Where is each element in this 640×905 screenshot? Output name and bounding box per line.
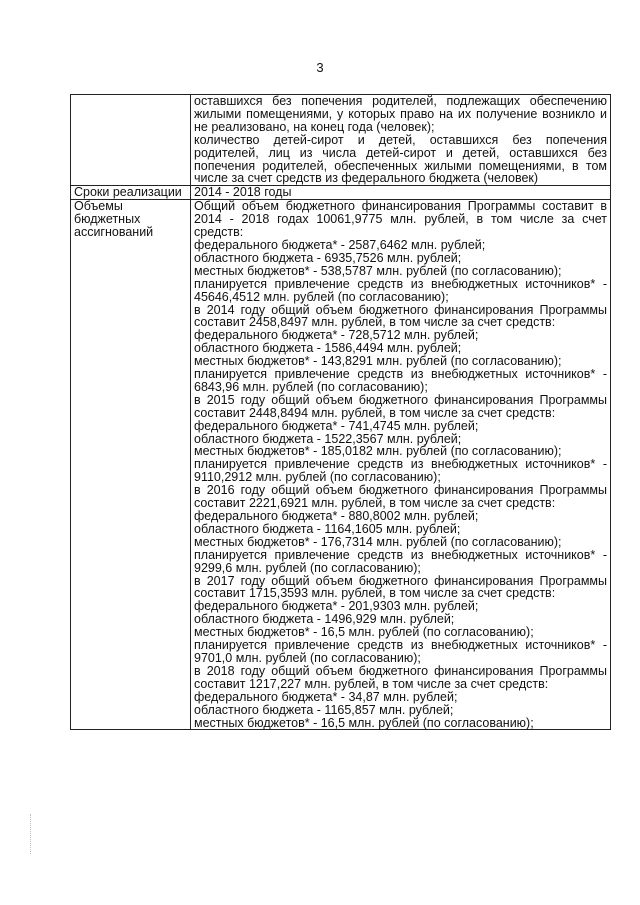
paragraph-line: планируется привлечение средств из внебюджетных источников* - 6843,96 млн. рублей (по согласованию); bbox=[194, 367, 607, 394]
paragraph-line: местных бюджетов* - 16,5 млн. рублей (по согласованию); bbox=[194, 625, 534, 640]
paragraph-line: планируется привлечение средств из внебюджетных источников* - 9299,6 млн. рублей (по согласованию); bbox=[194, 547, 607, 575]
paragraph-line: федерального бюджета* - 880,8002 млн. рублей; bbox=[194, 509, 479, 523]
row-label-budget: Объемы бюджетных ассигнований bbox=[71, 200, 191, 730]
paragraph-line: местных бюджетов* - 16,5 млн. рублей (по согласованию); bbox=[194, 715, 534, 730]
paragraph-line: местных бюджетов* - 185,0182 млн. рублей (по согласованию); bbox=[194, 444, 562, 459]
paragraph-line: федерального бюджета* - 741,4745 млн. рублей; bbox=[194, 418, 479, 433]
row-content-indicators bbox=[191, 95, 611, 186]
paragraph-line: областного бюджета - 1165,857 млн. рублей; bbox=[194, 702, 454, 717]
paragraph-line: планируется привлечение средств из внебюджетных источников* - 9701,0 млн. рублей (по согласованию); bbox=[194, 638, 607, 665]
paragraph-line: областного бюджета - 1522,3567 млн. рублей; bbox=[194, 431, 462, 446]
paragraph-line: областного бюджета - 1586,4494 млн. рублей; bbox=[194, 341, 462, 356]
paragraph-line: федерального бюджета* - 34,87 млн. рублей; bbox=[194, 689, 458, 704]
table-row-period bbox=[71, 186, 611, 200]
paragraph-line: федерального бюджета* - 2587,6462 млн. рублей; bbox=[194, 237, 486, 252]
page-number: 3 bbox=[316, 60, 324, 75]
scan-edge-mark bbox=[30, 814, 33, 854]
paragraph-line: в 2018 году общий объем бюджетного финансирования Программы составит 1217,227 млн. рублей, в том числе за счет средств: bbox=[194, 663, 607, 691]
paragraph-line: областного бюджета - 1496,929 млн. рублей; bbox=[194, 612, 455, 627]
budget-lines bbox=[194, 200, 607, 729]
program-passport-table bbox=[70, 94, 611, 730]
row-label-period: Сроки реализации bbox=[71, 186, 191, 200]
paragraph-line: Общий объем бюджетного финансирования Программы составит в 2014 - 2018 годах 10061,9775 млн. рублей, в том числе за счет средств: bbox=[194, 199, 607, 240]
paragraph-line: федерального бюджета* - 728,5712 млн. рублей; bbox=[194, 328, 479, 343]
paragraph-line: в 2017 году общий объем бюджетного финансирования Программы составит 1715,3593 млн. рублей, в том числе за счет средств: bbox=[194, 573, 607, 601]
table-row-budget bbox=[71, 200, 611, 730]
row-value-period: 2014 - 2018 годы bbox=[191, 186, 611, 200]
paragraph-line: областного бюджета - 6935,7526 млн. рублей; bbox=[194, 250, 462, 265]
row-content-budget bbox=[191, 200, 611, 730]
paragraph-line: областного бюджета - 1164,1605 млн. рублей; bbox=[194, 521, 461, 536]
paragraph-line: местных бюджетов* - 176,7314 млн. рублей (по согласованию); bbox=[194, 534, 562, 549]
paragraph-line: планируется привлечение средств из внебюджетных источников* - 9110,2912 млн. рублей (по согласованию); bbox=[194, 457, 607, 485]
paragraph-line: планируется привлечение средств из внебюджетных источников* - 45646,4512 млн. рублей (по согласованию); bbox=[194, 276, 607, 304]
paragraph-line: количество детей-сирот и детей, оставшихся без попечения родителей, лиц из числа детей-сирот и детей, оставшихся без попечения родителей, обеспеченных жилыми помещениями, в том числе за счет средств из федерального бюджета (человек) bbox=[194, 132, 607, 186]
paragraph-line: в 2014 году общий объем бюджетного финансирования Программы составит 2458,8497 млн. рублей, в том числе за счет средств: bbox=[194, 302, 607, 330]
paragraph-line: федерального бюджета* - 201,9303 млн. рублей; bbox=[194, 599, 479, 614]
paragraph-line: оставшихся без попечения родителей, подлежащих обеспечению жилыми помещениями, у которых право на их получение возникло и не реализовано, на конец года (человек); bbox=[194, 94, 607, 134]
row-label-empty bbox=[71, 95, 191, 186]
table-row-continuation bbox=[71, 95, 611, 186]
paragraph-line: в 2016 году общий объем бюджетного финансирования Программы составит 2221,6921 млн. рублей, в том числе за счет средств: bbox=[194, 483, 607, 511]
indicator-lines bbox=[194, 95, 607, 185]
paragraph-line: местных бюджетов* - 538,5787 млн. рублей (по согласованию); bbox=[194, 263, 562, 278]
paragraph-line: местных бюджетов* - 143,8291 млн. рублей (по согласованию); bbox=[194, 354, 562, 369]
paragraph-line: в 2015 году общий объем бюджетного финансирования Программы составит 2448,8494 млн. рублей, в том числе за счет средств: bbox=[194, 392, 607, 420]
